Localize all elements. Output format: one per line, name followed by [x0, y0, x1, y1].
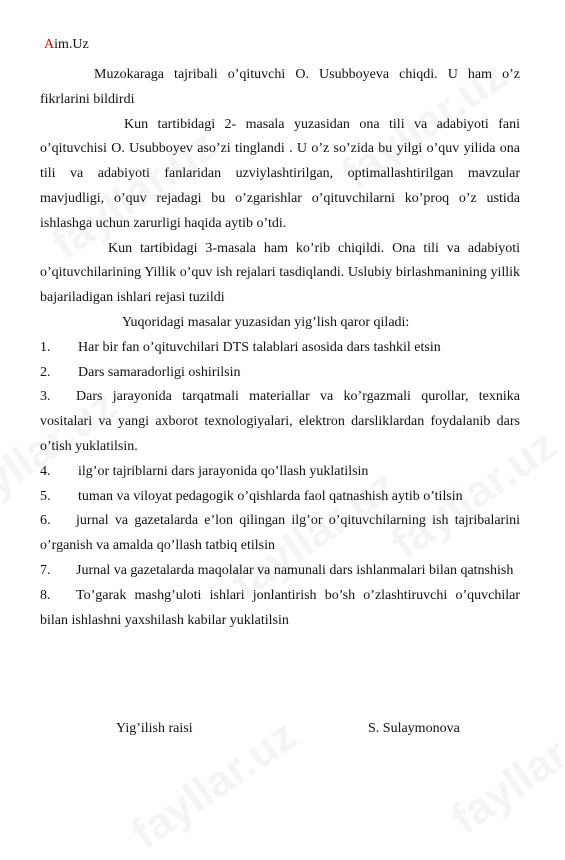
resolution-heading: Yuqoridagi masalar yuzasidan yig’lish qaror qiladi: [122, 314, 410, 330]
site-brand [44, 37, 89, 53]
list-item [40, 336, 520, 361]
list-item-text: To’garak mashg’uloti ishlari jonlantirish bo’sh o’zlashtiruvchi o’quvchilar bilan ishlashni yaxshilash kabilar yuklatilsin [40, 587, 520, 628]
paragraph-3: Kun tartibidagi 3-masala ham ko’rib chiqildi. Ona tili va adabiyoti o’qituvchilarining Yillik o’quv ish rejalari tasdiqlandi. Uslubiy birlashmanining yillik bajariladigan ishlari rejasi tuzildi [40, 240, 520, 306]
list-item-text: Dars samaradorligi oshirilsin [78, 364, 241, 380]
signature-name: S. Sulaymonova [368, 721, 460, 736]
list-item-text: Jurnal va gazetalarda maqolalar va namunali dars ishlanmalari bilan qatnshish [76, 562, 514, 578]
brand-initial: A [44, 37, 55, 52]
list-item-text: Har bir fan o’qituvchilari DTS talablari asosida dars tashkil etsin [78, 339, 441, 355]
list-item-number: 2. [40, 364, 51, 380]
list-item [40, 584, 520, 634]
list-item-number: 4. [40, 463, 51, 479]
list-item [40, 460, 520, 485]
list-item-number: 3. [40, 389, 51, 405]
list-item [40, 485, 520, 510]
brand-rest: im.Uz [54, 37, 89, 52]
list-item-text: jurnal va gazetalarda e’lon qilingan ilg’or o’qituvchilarning ish tajribalarini o’rganish va amalda qo’llash tatbiq etilsin [40, 513, 520, 554]
list-item-number: 8. [40, 587, 51, 603]
signature-role: Yig’ilish raisi [116, 721, 193, 736]
list-item-number: 1. [40, 339, 51, 355]
paragraph-2: Kun tartibidagi 2- masala yuzasidan ona tili va adabiyoti fani o’qituvchisi O. Usubboyev aso’zi tinglandi . U o’z so’zida bu yilgi o’quv yilida ona tili va adabiyoti fanlaridan uzviylashtirilgan, optimallashtirilgan mavzular mavjudligi, o’quv rejadagi bu o’zgarishlar o’qituvchilarni ko’proq o’z ustida ishlashga uchun zarurligi haqida aytib o’tdi. [40, 116, 520, 231]
list-item-number: 5. [40, 488, 51, 504]
list-item-text: Dars jarayonida tarqatmali materiallar va ko’rgazmali qurollar, texnika vositalari va yangi axborot texnologiyalari, elektron darsliklardan foydalanib dars o’tish yuklatilsin. [40, 389, 520, 454]
paragraph-1: Muzokaraga tajribali o’qituvchi O. Usubboyeva chiqdi. U ham o’z fikrlarini bildirdi [40, 67, 520, 107]
list-item-text: ilg’or tajriblarni dars jarayonida qo’llash yuklatilsin [78, 463, 369, 479]
list-item [40, 361, 520, 386]
list-item-text: tuman va viloyat pedagogik o’qishlarda faol qatnashish aytib o’tilsin [78, 488, 463, 504]
document-body [40, 60, 520, 633]
watermark [443, 696, 565, 845]
list-item [40, 559, 520, 584]
list-item-number: 7. [40, 562, 51, 578]
list-item [40, 385, 520, 459]
list-item-number: 6. [40, 513, 51, 529]
list-item [40, 509, 520, 559]
